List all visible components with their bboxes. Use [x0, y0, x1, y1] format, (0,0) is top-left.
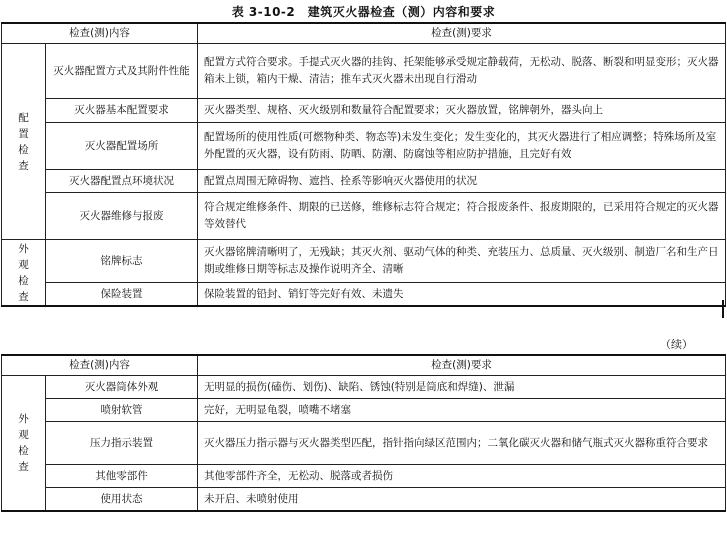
category-cell	[2, 44, 46, 240]
requirement-cell: 灭火器压力指示器与灭火器类型匹配，指针指向绿区范围内；二氧化碳灭火器和储气瓶式灭火器称重符合要求	[198, 422, 726, 465]
table-row	[2, 123, 726, 170]
requirement-cell: 配置方式符合要求。手提式灭火器的挂钩、托架能够承受规定静载荷，无松动、脱落、断裂和明显变形；灭火器箱未上锁，箱内干燥、清洁；推车式灭火器未出现自行滑动	[198, 44, 726, 99]
inspection-table	[1, 22, 726, 307]
item-cell: 灭火器筒体外观	[46, 376, 198, 399]
requirement-cell: 其他零部件齐全，无松动、脱落或者损伤	[198, 465, 726, 488]
item-cell: 灭火器基本配置要求	[46, 99, 198, 123]
table-header-row	[2, 355, 726, 376]
table-header-row	[2, 23, 726, 44]
header-content: 检查(测)内容	[2, 355, 198, 376]
table-row	[2, 465, 726, 488]
item-cell: 保险装置	[46, 283, 198, 307]
item-cell: 铭牌标志	[46, 240, 198, 283]
category-cell	[2, 376, 46, 512]
table-row	[2, 44, 726, 99]
requirement-cell: 灭火器类型、规格、灭火级别和数量符合配置要求；灭火器放置，铭牌朝外，器头向上	[198, 99, 726, 123]
item-cell: 灭火器维修与报废	[46, 193, 198, 240]
item-cell: 灭火器配置点环境状况	[46, 170, 198, 193]
category-label: 外观检查	[18, 242, 29, 303]
table-row	[2, 376, 726, 399]
requirement-cell: 完好，无明显龟裂，喷嘴不堵塞	[198, 399, 726, 422]
table-row	[2, 422, 726, 465]
continued-label: （续）	[660, 338, 693, 351]
item-cell: 其他零部件	[46, 465, 198, 488]
table-row	[2, 99, 726, 123]
item-cell: 压力指示装置	[46, 422, 198, 465]
requirement-cell: 配置点周围无障碍物、遮挡、拴系等影响灭火器使用的状况	[198, 170, 726, 193]
table-row	[2, 193, 726, 240]
requirement-cell: 未开启、未喷射使用	[198, 488, 726, 512]
item-cell: 灭火器配置场所	[46, 123, 198, 170]
item-cell: 喷射软管	[46, 399, 198, 422]
category-label: 配置检查	[18, 111, 29, 172]
header-requirement: 检查(测)要求	[198, 355, 726, 376]
requirement-cell: 保险装置的铅封、销钉等完好有效、未遗失	[198, 283, 726, 307]
table-row	[2, 488, 726, 512]
table-row	[2, 283, 726, 307]
requirement-cell: 符合规定维修条件、期限的已送修，维修标志符合规定；符合报废条件、报废期限的，已采用符合规定的灭火器等效替代	[198, 193, 726, 240]
table-row	[2, 399, 726, 422]
inspection-table-continued	[1, 354, 726, 512]
item-cell: 灭火器配置方式及其附件性能	[46, 44, 198, 99]
table-caption: 表 3-10-2 建筑灭火器检查（测）内容和要求	[231, 5, 496, 19]
header-requirement: 检查(测)要求	[198, 23, 726, 44]
header-content: 检查(测)内容	[2, 23, 198, 44]
requirement-cell: 灭火器铭牌清晰明了，无残缺；其灭火剂、驱动气体的种类、充装压力、总质量、灭火级别、制造厂名和生产日期或维修日期等标志及操作说明齐全、清晰	[198, 240, 726, 283]
page-edge-mark	[722, 300, 724, 318]
category-label: 外观检查	[18, 413, 29, 473]
requirement-cell: 无明显的损伤(磕伤、划伤)、缺陷、锈蚀(特别是筒底和焊缝)、泄漏	[198, 376, 726, 399]
category-cell	[2, 240, 46, 307]
requirement-cell: 配置场所的使用性质(可燃物种类、物态等)未发生变化；发生变化的，其灭火器进行了相应调整；特殊场所及室外配置的灭火器，设有防雨、防晒、防潮、防腐蚀等相应防护措施，且完好有效	[198, 123, 726, 170]
item-cell: 使用状态	[46, 488, 198, 512]
table-row	[2, 170, 726, 193]
table-row	[2, 240, 726, 283]
